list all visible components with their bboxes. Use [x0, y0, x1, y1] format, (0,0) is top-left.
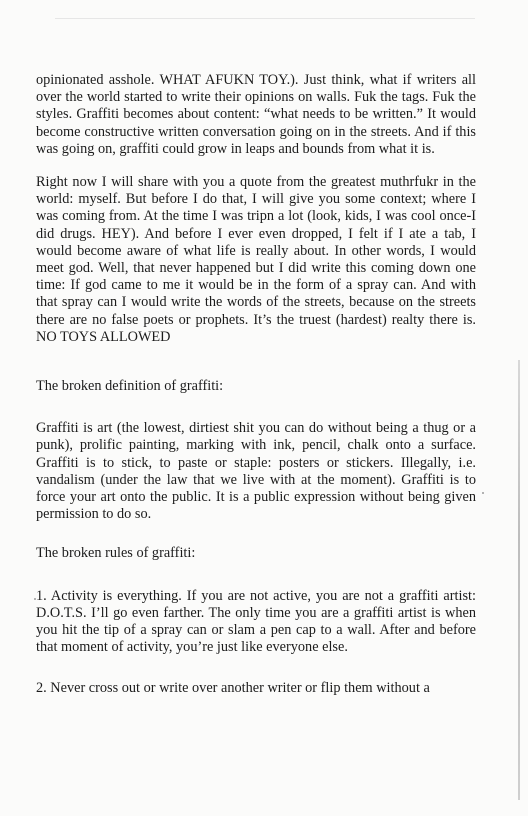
- scan-artifact-speck: [482, 492, 484, 494]
- section-heading-definition: The broken definition of graffiti:: [36, 378, 224, 395]
- rule-item-1: 1. Activity is everything. If you are not active, you are not a graffiti artist: D.O.T.S. I’ll go even farther. The only time you are a graffiti artist is when you hit the tip of a spray can or slam a pen cap to a wall. After and before that moment of activity, you’re just like everyone else.: [36, 587, 476, 656]
- scan-artifact-line: [55, 18, 475, 19]
- page-body: [36, 72, 476, 698]
- paragraph-continuation: opinionated asshole. WHAT AFUKN TOY.). Just think, what if writers all over the world started to write their opinions on walls. Fuk the tags. Fuk the styles. Graffiti becomes about content: “what needs to be written.” It would become constructive written conversation going on in the streets. And if this was going on, graffiti could grow in leaps and bounds from what it is.: [36, 72, 476, 157]
- scan-artifact-edge: [518, 360, 520, 800]
- paragraph-definition: Graffiti is art (the lowest, dirtiest shit you can do without being a thug or a punk), prolific painting, marking with ink, pencil, chalk onto a surface. Graffiti is to stick, to paste or staple: posters or stickers. Illegally, i.e. vandalism (under the law that we live with at the moment). Graffiti is to force your art onto the public. It is a public expression without being given permission to do so.: [36, 420, 476, 523]
- paragraph-quote-intro: Right now I will share with you a quote from the greatest muthrfukr in the world: myself. But before I do that, I will give you some context; where I was coming from. At the time I was tripn a lot (look, kids, I was cool once-I did drugs. HEY). And before I ever even dropped, I felt if I ate a tab, I would become aware of what life is really about. In other words, I would meet god. Well, that never happened but I did write this coming down one time: If god came to me it would be in the form of a spray can. And with that spray can I would write the words of the streets, because on the streets there are no false poets or prophets. It’s the truest (hardest) realty there is. NO TOYS ALLOWED: [36, 174, 476, 345]
- rule-item-2: 2. Never cross out or write over another writer or flip them without a: [36, 680, 430, 697]
- section-heading-rules: The broken rules of graffiti:: [36, 545, 196, 562]
